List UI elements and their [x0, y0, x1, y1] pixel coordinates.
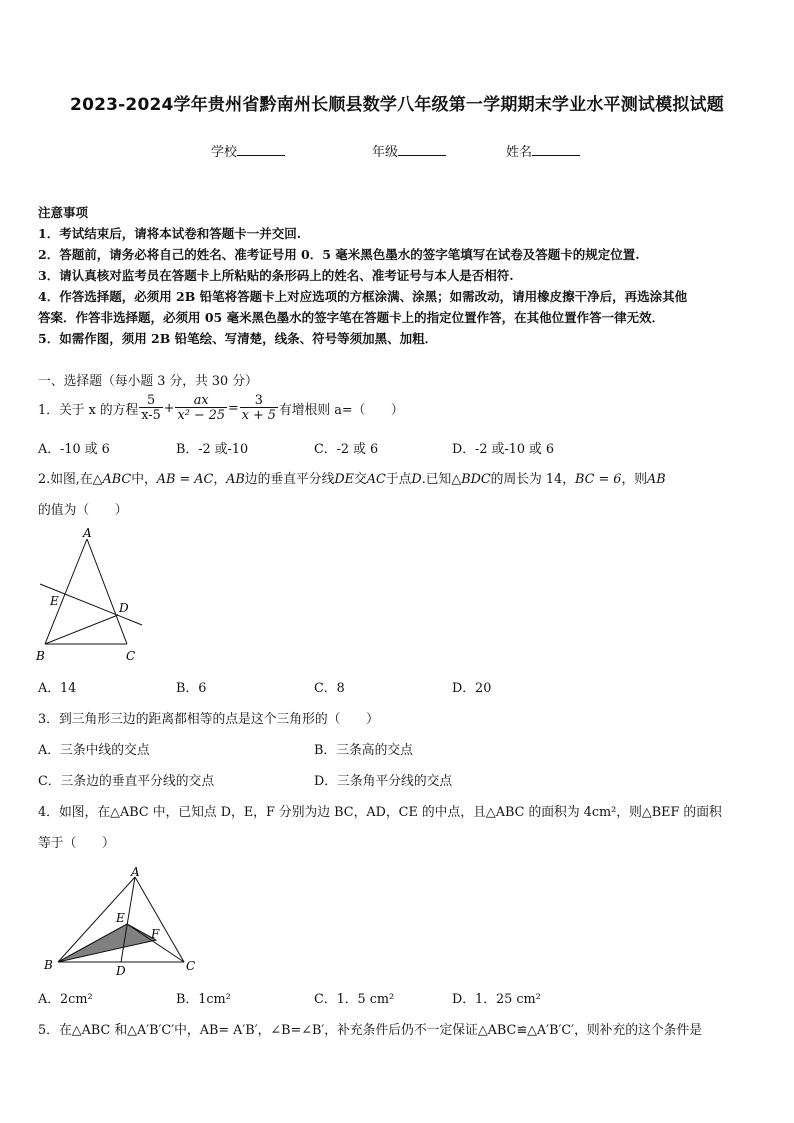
equals-sign: =: [227, 400, 239, 416]
plus-sign: +: [163, 400, 175, 416]
question-4-line1: 4．如图，在△ABC 中，已知点 D，E，F 分别为边 BC，AD，CE 的中点，且△ABC 的面积为 4cm²，则△BEF 的面积: [38, 805, 722, 820]
fraction-1: $\frac{5}{x-5}$: [141, 392, 161, 423]
school-blank: [237, 143, 285, 156]
shaded-triangle-bef: [58, 924, 156, 962]
label-d: D: [116, 964, 126, 978]
figure-q4-triangle: [38, 866, 208, 978]
q2-option-b: B．6: [176, 681, 207, 696]
note-item: 2．答题前，请务必将自己的姓名、准考证号用 0．5 毫米黑色墨水的签字笔填写在试卷及答题卡的规定位置.: [38, 247, 640, 262]
q3-option-b: B．三条高的交点: [314, 743, 413, 758]
section-heading: 一、选择题（每小题 3 分，共 30 分）: [38, 374, 258, 389]
name-blank: [532, 143, 580, 156]
label-c: C: [126, 649, 136, 663]
q3-option-a: A．三条中线的交点: [38, 743, 150, 758]
q2-option-c: C．8: [314, 681, 345, 696]
q1-option-d: D．-2 或-10 或 6: [452, 442, 555, 457]
label-f: F: [151, 927, 160, 941]
page-title: 2023-2024学年贵州省黔南州长顺县数学八年级第一学期期末学业水平测试模拟试题: [70, 95, 724, 115]
label-b: B: [36, 649, 45, 663]
grade-blank: [398, 143, 446, 156]
q4-option-a: A．2cm²: [38, 992, 93, 1007]
fraction-3: $\frac{3}{x + 5}$: [241, 392, 276, 423]
q1-suffix: 有增根则 a=（ ）: [278, 402, 404, 418]
notes-heading: 注意事项: [38, 205, 89, 220]
q1-option-a: A．-10 或 6: [38, 442, 110, 457]
question-3: 3．到三角形三边的距离都相等的点是这个三角形的（ ）: [38, 712, 379, 727]
label-e: E: [116, 911, 125, 925]
q4-option-d: D．1．25 cm²: [452, 992, 541, 1007]
q2-option-a: A．14: [38, 681, 77, 696]
question-4-line2: 等于（ ）: [38, 836, 115, 851]
label-d: D: [119, 601, 129, 615]
label-b: B: [44, 958, 53, 972]
figure-q2-triangle: [30, 526, 150, 664]
fraction-2: $\frac{ax}{\text{x² − 25}}$: [177, 392, 225, 423]
note-item: 5．如需作图，须用 2B 铅笔绘、写清楚，线条、符号等须加黑、加粗．: [38, 331, 438, 346]
label-a: A: [83, 526, 92, 540]
note-item: 1．考试结束后，请将本试卷和答题卡一并交回.: [38, 226, 302, 241]
question-2-line1: 2.如图,在△ABC中，AB = AC，AB边的垂直平分线DE交AC于点D.已知△BDC的周长为 14，BC = 6，则AB: [38, 472, 666, 487]
grade-field: [372, 141, 446, 160]
name-label: 姓名: [506, 145, 533, 160]
question-2-line2: 的值为（ ）: [38, 503, 128, 518]
label-a: A: [131, 866, 140, 879]
question-1: [38, 388, 404, 428]
grade-label: 年级: [372, 145, 399, 160]
school-field: [211, 141, 285, 160]
note-item: 4．作答选择题，必须用 2B 铅笔将答题卡上对应选项的方框涂满、涂黑；如需改动，请用橡皮擦干净后，再选涂其他: [38, 289, 688, 304]
q4-option-c: C．1．5 cm²: [314, 992, 395, 1007]
name-field: [506, 141, 580, 160]
q3-option-d: D．三条角平分线的交点: [314, 774, 453, 789]
label-c: C: [186, 959, 196, 973]
note-item: 答案．作答非选择题，必须用 05 毫米黑色墨水的签字笔在答题卡上的指定位置作答，在其他位置作答一律无效．: [38, 310, 665, 325]
q2-option-d: D．20: [452, 681, 492, 696]
school-label: 学校: [211, 145, 238, 160]
q1-prefix: 1．关于 x 的方程: [38, 402, 139, 418]
q1-option-b: B．-2 或-10: [176, 442, 249, 457]
q1-option-c: C．-2 或 6: [314, 442, 379, 457]
label-e: E: [50, 594, 59, 608]
note-item: 3．请认真核对监考员在答题卡上所粘贴的条形码上的姓名、准考证号与本人是否相符.: [38, 268, 514, 283]
q4-option-b: B．1cm²: [176, 992, 231, 1007]
question-5: 5．在△ABC 和△A′B′C′中，AB= A′B′，∠B=∠B′，补充条件后仍不一定保证△ABC≌△A′B′C′，则补充的这个条件是: [38, 1023, 703, 1038]
q3-option-c: C．三条边的垂直平分线的交点: [38, 774, 215, 789]
